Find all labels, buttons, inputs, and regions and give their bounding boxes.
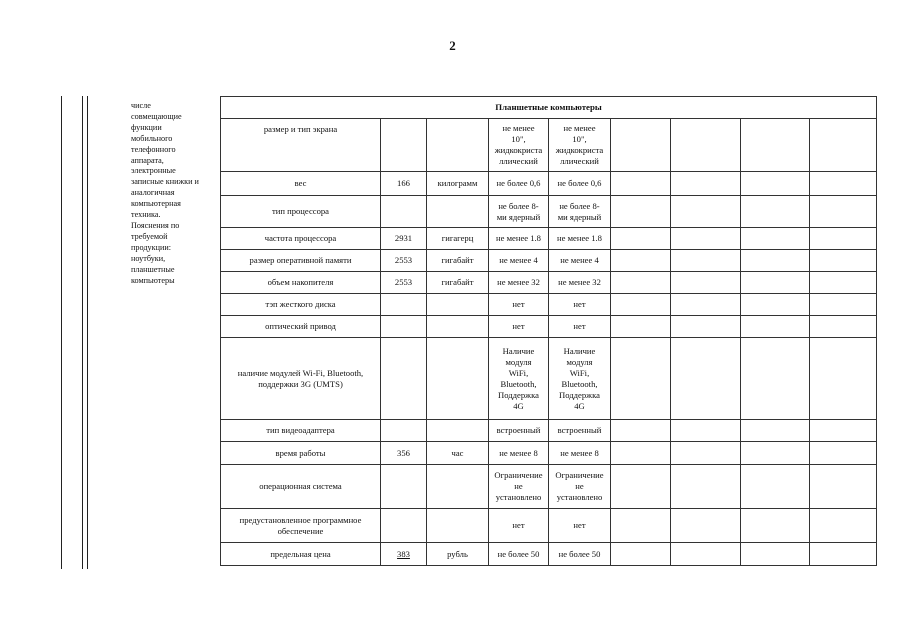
cell-name: вес [221,172,381,196]
cell-code [381,294,427,316]
cell-empty [671,250,741,272]
cell-empty [611,420,671,442]
cell-unit [427,465,489,509]
cell-unit: гигабайт [427,250,489,272]
cell-empty [611,294,671,316]
cell-empty [671,420,741,442]
cell-empty [810,420,877,442]
section-title: Планшетные компьютеры [221,97,877,119]
cell-name: частота процессора [221,228,381,250]
cell-req2: не менее 1.8 [549,228,611,250]
column-rule [61,96,62,569]
cell-name: предельная цена [221,543,381,566]
cell-code [381,196,427,228]
cell-code: 166 [381,172,427,196]
cell-empty [810,272,877,294]
cell-empty [671,509,741,543]
cell-req1: нет [489,509,549,543]
cell-empty [741,228,810,250]
cell-req1: не менее 10", жидкокриста ллический [489,119,549,172]
cell-empty [611,338,671,420]
table-row [221,172,877,196]
cell-req2: не менее 4 [549,250,611,272]
cell-empty [741,442,810,465]
cell-req1: не менее 4 [489,250,549,272]
cell-req1: Ограничение не установлено [489,465,549,509]
cell-req2: не менее 10", жидкокриста ллический [549,119,611,172]
cell-empty [741,509,810,543]
cell-code [381,465,427,509]
cell-unit: гигагерц [427,228,489,250]
table-row [221,119,877,172]
cell-empty [671,465,741,509]
cell-empty [810,294,877,316]
cell-empty [810,509,877,543]
table-row [221,442,877,465]
cell-empty [810,250,877,272]
cell-empty [741,196,810,228]
cell-empty [671,316,741,338]
cell-empty [611,442,671,465]
cell-code [381,420,427,442]
cell-code [381,338,427,420]
cell-code [381,509,427,543]
cell-empty [611,119,671,172]
cell-req1: не более 50 [489,543,549,566]
cell-name: объем накопителя [221,272,381,294]
cell-empty [741,250,810,272]
cell-empty [741,420,810,442]
cell-empty [810,228,877,250]
cell-name: размер и тип экрана [221,119,381,172]
cell-empty [671,172,741,196]
section-header-row [221,97,877,119]
product-description: числе совмещающие функции мобильного телефонного аппарата, электронные записные книжки и аналогичная компьютерная техника. Пояснения по требуемой продукции: ноутбуки, планшетные компьютеры [131,101,199,285]
cell-unit [427,294,489,316]
cell-req1: нет [489,294,549,316]
cell-name: тэп жесткого диска [221,294,381,316]
cell-req2: не менее 32 [549,272,611,294]
cell-empty [741,172,810,196]
cell-name: тип видеоадаптера [221,420,381,442]
cell-empty [611,543,671,566]
cell-code [381,316,427,338]
table-row [221,465,877,509]
cell-name: операционная система [221,465,381,509]
cell-empty [611,272,671,294]
cell-empty [671,543,741,566]
cell-empty [611,196,671,228]
column-rule [82,96,83,569]
cell-req1: не более 0,6 [489,172,549,196]
table-row [221,420,877,442]
cell-name: наличие модулей Wi-Fi, Bluetooth, поддержки 3G (UMTS) [221,338,381,420]
cell-empty [671,196,741,228]
cell-empty [741,294,810,316]
cell-unit: килограмм [427,172,489,196]
cell-empty [810,172,877,196]
cell-req1: Наличие модуля WiFi, Bluetooth, Поддержка 4G [489,338,549,420]
cell-req2: не более 50 [549,543,611,566]
cell-unit [427,338,489,420]
cell-empty [741,543,810,566]
cell-code: 2553 [381,272,427,294]
cell-code: 2553 [381,250,427,272]
table-row [221,294,877,316]
cell-name: тип процессора [221,196,381,228]
cell-empty [671,228,741,250]
cell-empty [671,272,741,294]
cell-code [381,119,427,172]
cell-req2: Наличие модуля WiFi, Bluetooth, Поддержка 4G [549,338,611,420]
cell-req2: не более 0,6 [549,172,611,196]
column-rule [87,96,88,569]
cell-code: 356 [381,442,427,465]
table-row [221,196,877,228]
cell-empty [671,294,741,316]
cell-code: 2931 [381,228,427,250]
cell-empty [671,442,741,465]
cell-unit: гигабайт [427,272,489,294]
cell-empty [810,196,877,228]
cell-empty [611,228,671,250]
cell-unit: рубль [427,543,489,566]
cell-req2: нет [549,294,611,316]
cell-req1: не менее 8 [489,442,549,465]
cell-empty [741,272,810,294]
cell-unit [427,316,489,338]
page-number: 2 [449,38,456,53]
cell-req1: нет [489,316,549,338]
cell-empty [810,119,877,172]
cell-req2: Ограничение не установлено [549,465,611,509]
cell-req1: встроенный [489,420,549,442]
cell-unit [427,509,489,543]
table-row [221,250,877,272]
table-row [221,228,877,250]
cell-empty [810,316,877,338]
cell-req2: нет [549,316,611,338]
cell-empty [611,465,671,509]
cell-name: оптический привод [221,316,381,338]
cell-req2: нет [549,509,611,543]
cell-unit [427,119,489,172]
cell-unit [427,196,489,228]
cell-req2: встроенный [549,420,611,442]
cell-unit: час [427,442,489,465]
cell-name: время работы [221,442,381,465]
cell-req1: не менее 1.8 [489,228,549,250]
cell-empty [671,119,741,172]
table-row [221,338,877,420]
cell-code: 383 [381,543,427,566]
cell-empty [671,338,741,420]
characteristics-table [220,96,877,566]
table-row [221,509,877,543]
cell-empty [611,316,671,338]
cell-empty [741,338,810,420]
cell-empty [810,543,877,566]
cell-empty [810,442,877,465]
cell-req2: не менее 8 [549,442,611,465]
cell-req1: не менее 32 [489,272,549,294]
cell-empty [741,465,810,509]
cell-empty [611,509,671,543]
table-row [221,543,877,566]
cell-empty [810,465,877,509]
cell-empty [611,250,671,272]
table-row [221,316,877,338]
cell-req1: не более 8- ми ядерный [489,196,549,228]
table-row [221,272,877,294]
cell-empty [810,338,877,420]
cell-empty [741,316,810,338]
cell-empty [741,119,810,172]
cell-name: предустановленное программное обеспечение [221,509,381,543]
cell-unit [427,420,489,442]
cell-req2: не более 8- ми ядерный [549,196,611,228]
cell-empty [611,172,671,196]
cell-name: размер оперативной памяти [221,250,381,272]
